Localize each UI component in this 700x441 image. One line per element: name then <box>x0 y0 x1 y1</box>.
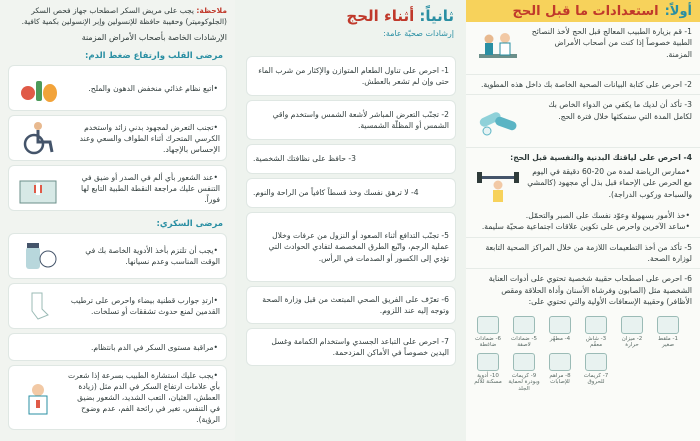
medical-point-icon <box>15 170 61 206</box>
section-chronic-diseases <box>0 0 235 441</box>
wheelchair-icon <box>15 120 61 156</box>
doctor-icon <box>15 380 61 416</box>
list-item: 2- احرص على كتابة البيانات الصحية الخاصة بك داخل هذه المطوية. <box>466 75 700 95</box>
heart-section-label: مرضى القلب وارتفاع ضغط الدم: <box>84 51 223 62</box>
kit-item: 1- ملقط صغير <box>652 316 684 349</box>
section-during-hajj <box>240 0 462 441</box>
diabetes-section-label: مرضى السكري: <box>156 219 223 230</box>
pills-icon <box>474 99 522 143</box>
list-item: 6- احرص على اصطحاب حقيبة شخصية تحتوي على أدوات العناية الشخصية مثل (الصابون وفرشاة الأسنان وأداة الحلاقة ومقص الأظافر) وحقيبة الإسعافات الأولية والتي تحتوي على: <box>488 274 692 307</box>
list-item: 1- احرص على تناول الطعام المتوازن والإكثار من شرب الماء حتى وإن لم تشعر بالعطش. <box>246 56 456 96</box>
subheading: إرشادات صحيّة عامة: <box>383 29 454 38</box>
section-before-hajj <box>466 0 700 441</box>
list-item: 3- تأكد أن لديك ما يكفي من الدواء الخاص بك لكامل المدة التي ستمكثها خلال فترة الحج. <box>466 95 700 148</box>
list-item: 2- تجنّب التعرض المباشر لأشعة الشمس واستخدم واقي الشمس أو المظلّة الشمسية. <box>246 100 456 140</box>
kit-item: 8- مراهم للإصابات <box>544 353 576 393</box>
heading-title: استعدادات ما قبل الحج <box>512 3 659 19</box>
kit-item: 4- مطهّر <box>544 316 576 349</box>
kit-item: 6- ضمادات ضاغطة <box>472 316 504 349</box>
list-item: •اتبع نظام غذائي منخفض الدهون والملح. <box>8 65 227 111</box>
kit-item: 5- ضمادات لاصقة <box>508 316 540 349</box>
before-hajj-heading <box>466 0 700 22</box>
diabetes-note: ملاحظة: يجب على مريض السكر اصطحاب جهاز فحص السكر (الجلوكوميتر) وحقيبة حافظة للإنسولين وإبر الإنسولين بكمية كافية. <box>21 6 227 26</box>
kit-item: 2- ميزان حرارة <box>616 316 648 349</box>
kit-item: 3- شاش معقّم <box>580 316 612 349</box>
list-item: 7- احرص على التباعد الجسدي واستخدام الكمامة وغسل اليدين خصوصاً في الأماكن المزدحمة. <box>246 328 456 366</box>
list-item: •يجب أن تلتزم بأخذ الأدوية الخاصة بك في الوقت المناسب وعدم نسيانها. <box>8 233 227 279</box>
list-item: •تجنب التعرض لمجهود بدني زائد واستخدم الكرسي المتحرك أثناء الطواف والسعي وعند الإحساس بالإجهاد. <box>8 115 227 161</box>
list-item: •عند الشعور بأي ألم في الصدر أو ضيق في التنفس عليك مراجعة النقطة الطبية التابع لها فوراً. <box>8 165 227 211</box>
weightlifting-icon <box>474 166 522 210</box>
list-item: •مراقبة مستوى السكر في الدم بانتظام. <box>8 333 227 361</box>
kit-item: 10- أدوية مسكنة للألم <box>472 353 504 393</box>
list-item: 3- حافظ على نظافتك الشخصية. <box>246 144 456 174</box>
during-hajj-heading <box>240 6 462 56</box>
healthy-food-icon <box>15 70 61 106</box>
heading-number: ثانياً: <box>419 7 454 25</box>
kit-item: 7- كريمات للحروق <box>580 353 612 393</box>
socks-icon <box>15 288 61 324</box>
first-aid-kit-items <box>466 312 700 397</box>
list-item: 4- احرص على لياقتك البدنية والنفسية قبل الحج: •ممارس الرياضة لمدة من 20-60 دقيقة في اليوم مع الحرص على الإحماء قبل بذل أي مجهود (كالمشي والسباحة وركوب الدراجة). •خذ الأمور بسهولة وعوّد نفسك على الصبر والتحمّل. •ساعد الآخرين واحرص على تكوين علاقات اجتماعية صحيّة سليمة. <box>466 148 700 237</box>
list-item: 6- تعرّف على الفريق الصحي المبتعث من قبل وزارة الصحة وتوجه إليه عند اللزوم. <box>246 286 456 324</box>
list-item: •يجب عليك استشارة الطبيب بسرعة إذا شعرت بأي علامات ارتفاع السكر في الدم مثل (زيادة العطش، الغثيان، التعب الشديد، الشعور بضيق في التنفس، تغير في رائحة الفم، عدم وضوح الرؤية). <box>8 365 227 430</box>
heading-title: أثناء الحج <box>346 7 415 25</box>
list-item: •ارتدِ جوارب قطنية بيضاء واحرص على ترطيب القدمين لمنع حدوث تشققات أو تسلخات. <box>8 283 227 329</box>
list-item: 4- لا ترهق نفسك وخذ قسطاً كافياً من الراحة والنوم. <box>246 178 456 208</box>
heading-number: أولاً: <box>664 3 692 19</box>
list-item: 1- قم بزيارة الطبيب المعالج قبل الحج لأخذ النصائح الطبية خصوصاً إذا كنت من أصحاب الأمراض المزمنة. <box>466 22 700 75</box>
doctor-consult-icon <box>474 26 522 70</box>
kit-item: 9- كريمات وبودرة لحماية الجلد <box>508 353 540 393</box>
list-item: 5- تجنّب التدافع أثناء الصعود أو النزول من عرفات وخلال عملية الرجم، واتّبع الطرق المخصصة لتفادي الحوادث التي تؤدي إلى الكسور أو الصدمات في الرأس. <box>246 212 456 282</box>
list-item: 5- تأكد من أخذ التطعيمات اللازمة من خلال المراكز الصحية التابعة لوزارة الصحة. <box>466 238 700 270</box>
section-title: الإرشادات الخاصة بأصحاب الأمراض المزمنة <box>81 32 227 42</box>
medicine-bottle-icon <box>15 238 61 274</box>
